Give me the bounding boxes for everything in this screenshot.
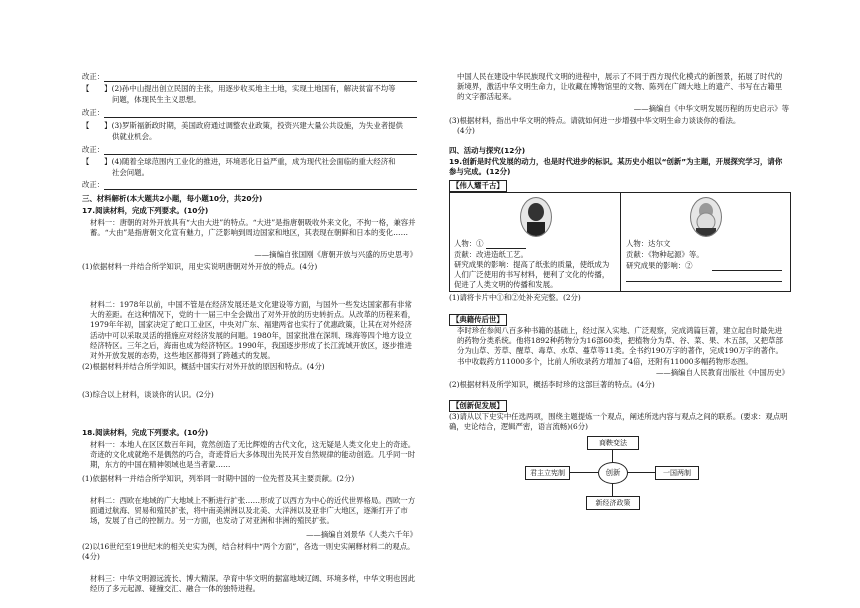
person-2-name: 人物：达尔文 [626,239,671,248]
card-divider [620,193,621,291]
q17-title: 17.阅读材料，完成下列要求。(10分) [82,206,209,215]
q18-question-1: (1)依据材料一并结合所学知识，列举同一时期中国的一位先哲及其主要贡献。(2分) [82,474,355,483]
connector-bottom [612,482,613,496]
person-2-contribution: 贡献：《物种起源》等。 [626,250,704,259]
cai-lun-portrait [520,197,552,237]
blank-line-3 [626,281,782,282]
q4-text: 【 】(4)随着全球范围内工业化的推进，环境恶化日益严重，成为现代社会面临的重大经济和 [82,157,396,166]
q19-question-1: (1)请将卡片中①和②处补充完整。(2分) [449,293,581,302]
person-1-effect: 研究成果的影响：提高了纸张的质量，使纸成为人们广泛使用的书写材料，便利了文化的传播，促进了人类文明的传播和发展。 [454,260,610,290]
node-new-economic-policy: 新经济政策 [586,496,640,510]
q19-title: 19.创新是时代发展的动力，也是时代进步的标识。某历史小组以“创新”为主题，开展探究学习，请你参与完成。(12分) [449,157,783,177]
q3-text: 【 】(3)罗斯福新政时期，美国政府通过调整农业政策，投资兴建大量公共设施，为失业者提供 [82,121,403,130]
li-shizhen-paragraph: 李时珍在参阅八百多种书籍的基础上，经过深入实地、广泛观察，完成鸿篇巨著，建立起自时最先进的药物分类系统。他将1892种药物分为16部60类，把植物分为草、谷、菜、果、木五部，又把草部分为山草、芳草、醒草、毒草、水草、蔓草等11类。全书约190万字的著作，完成190万字的著作。书中收载药方11000多个，比前人所收录药方增加了4倍，还附有11000多幅药物形态图。 [457,326,783,366]
q18-source: ——摘编自刘景华《人类六千年》 [306,530,417,539]
subheading-innovation: 【创新促发展】 [449,400,507,412]
li-shizhen-source: ——摘编自人民教育出版社《中国历史》 [655,368,789,377]
answer-line [104,189,417,190]
q18-question-2: (2)以16世纪至19世纪末的相关史实为例，结合材料中“两个方面”，各选一则史实阐释材料二的观点。(4分) [82,542,415,562]
subheading-classics: 【典籍传后世】 [449,314,507,326]
q19-question-3: (3)请从以下史实中任选两项，围绕主题提炼一个观点，阐述所选内容与观点之间的联系。(要求：观点明确，史论结合，逻辑严密，语言流畅)(6分) [449,412,788,432]
q17-material-2: 材料二：1978年以前，中国不管是在经济发展还是文化建设等方面，与国外一些发达国家都有非常大的差距。在这种情况下，党的十一届三中全会做出了对外开放的历史转折点。从改革的历程来看，1979年年初，国家决定了蛇口工业区，中央对广东、福建两省也实行了优惠政策，让其在对外经济活动中可以采取灵活的措施应对经济发展的问题。1980年，国家批准在深圳、珠海等四个地方设立经济特区。三年之后，海南也成为经济特区。1990年，我国逐步形成了长江流域开放区，逐步推进对外开放发展的态势，这些地区都得到了跨越式的发展。 [90,300,416,361]
q18-title: 18.阅读材料，完成下列要求。(10分) [82,428,209,437]
right-question-3-points: (4分) [457,126,475,135]
q18-material-3: 材料三：中华文明源远流长、博大精深。孕育中华文明的据富地域辽阔、环境多样，中华文明也因此经历了多元起源、碰撞交汇、融合一体的独特进程。 [90,574,416,594]
person-1-contribution: 贡献：改进造纸工艺。 [454,250,528,259]
blank-line-2 [712,270,782,271]
q17-question-3: (3)综合以上材料，谈谈你的认识。(2分) [82,390,214,399]
section-4-title: 四、活动与探究(12分) [449,146,526,155]
node-shang-yang-reform: 商鞅变法 [587,436,639,450]
q3-text-b: 供就业机会。 [112,132,157,141]
correct-label-1: 改正： [82,72,105,81]
q2-text-b: 问题，体现民生主义思想。 [112,95,201,104]
q17-material-1: 材料一：唐朝的对外开放具有“大由大进”的特点。“大进”是指唐朝吸收外来文化，不拘一格，兼容并蓄。“大由”是指唐朝文化宣有魅力，广泛影响到周边国家和地区，其表现在朝鲜和日本的变化…… [90,218,416,238]
person-2-effect: 研究成果的影响：② [626,261,693,270]
blank-line-1 [486,248,526,249]
q18-material-1: 材料一：本地人在区区数百年间，竟然创造了无比辉煌的古代文化，这无疑是人类文化史上的奇迹。奇迹的文化成就绝不是偶然的巧合，奇迹背后大多体现出先民开发自然规律的能动创造。几乎同一时期，东方的中国在精神领域也是当者蒙…… [90,440,416,470]
answer-line [104,117,417,118]
section-3-title: 三、材料解析(本大题共2小题，每小题10分，共20分) [82,194,263,203]
right-source: ——摘编自《中华文明发展历程的历史启示》等 [633,104,789,113]
answer-line [104,154,417,155]
correct-label-2: 改正： [82,108,105,117]
q18-material-2: 材料二：西欧在地域的广大地域上不断进行扩张……形成了以西方为中心的近代世界格局。西欧一方面通过航海、贸易和殖民扩张，将中南美洲洲以及北美、大洋洲以及亚非广大地区，逐渐打开了市场，发展了自己的控制力。另一方面，也发动了对亚洲和非洲的殖民扩张。 [90,496,416,526]
q4-text-b: 社会问题。 [112,168,149,177]
q2-text: 【 】(2)孙中山提出创立民国的主张，用逐步收买地主土地，实现土地国有，解决贫富不均等 [82,84,396,93]
q17-source: ——摘编自张国刚《唐朝开放与兴盛的历史思考》 [254,250,417,259]
node-constitutional-monarchy: 君主立宪制 [525,466,570,480]
q17-question-1: (1)依据材料一并结合所学知识，用史实说明唐朝对外开放的特点。(4分) [82,262,318,271]
correct-label-3: 改正： [82,145,105,154]
card-container [449,192,791,292]
node-innovation-center: 创新 [598,462,628,484]
q19-question-2: (2)根据材料及所学知识，概括李时珍的这部巨著的特点。(4分) [449,380,655,389]
right-intro: 中国人民在建设中华民族现代文明的进程中，展示了不同于西方现代化模式的新图景，拓展了时代的新境界，激活中华文明生命力，让收藏在博物馆里的文物、陈列在广阔大地上的遗产、书写在古籍里的文字都活起来。 [457,72,783,102]
connector-right [627,472,655,473]
correct-label-4: 改正： [82,180,105,189]
answer-line [104,81,417,82]
person-1-name: 人物：① [454,239,484,248]
connector-left [568,472,598,473]
subheading-great-people: 【伟人耀千古】 [449,180,507,192]
q17-question-2: (2)根据材料并结合所学知识，概括中国实行对外开放的原因和特点。(4分) [82,362,325,371]
right-question-3: (3)根据材料，指出中华文明的特点。请就如何进一步增强中华文明生命力谈谈你的看法。 [449,116,741,125]
node-one-country-two-systems: 一国两制 [655,466,699,480]
darwin-portrait [690,197,722,237]
connector-top [612,449,613,463]
